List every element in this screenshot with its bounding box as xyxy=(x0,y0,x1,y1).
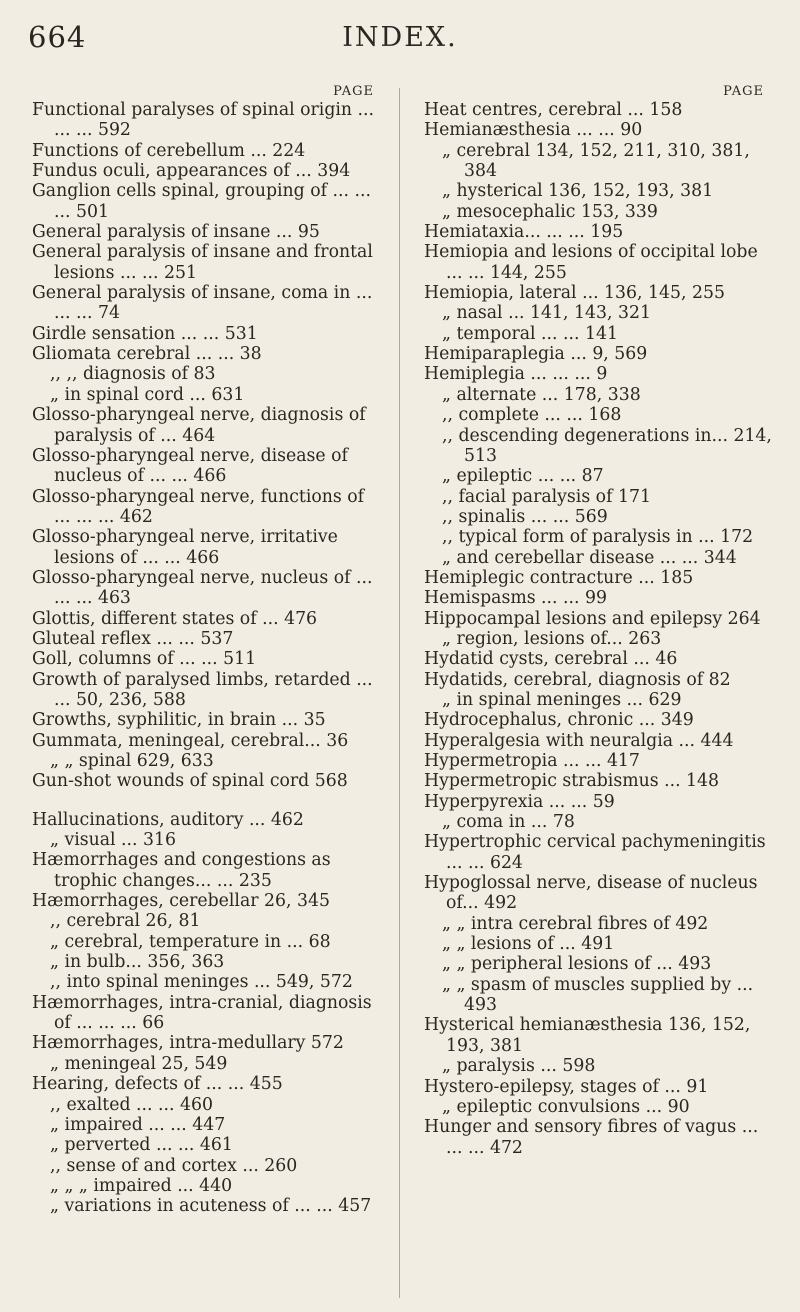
index-subentry: „ epileptic convulsions ... 90 xyxy=(442,1096,690,1117)
index-subentry: „ hysterical 136, 152, 193, 381 xyxy=(442,181,714,202)
index-entry: Glosso-pharyngeal nerve, disease of nucleus of ... ... 466 xyxy=(32,445,348,487)
index-entry: Hæmorrhages, cerebellar 26, 345 xyxy=(32,891,330,912)
index-subentry: „ temporal ... ... 141 xyxy=(442,323,618,344)
index-entry: Hydatids, cerebral, diagnosis of 82 xyxy=(424,669,731,690)
index-entry: Hemiopia and lesions of occipital lobe ... ... 144, 255 xyxy=(424,242,758,283)
index-subentry: ,, typical form of paralysis in ... 172 xyxy=(442,527,754,548)
index-subentry: „ „ peripheral lesions of ... 493 xyxy=(442,954,712,975)
column-page-heading: PAGE xyxy=(723,84,764,99)
index-entry: Hyperpyrexia ... ... 59 xyxy=(424,791,615,812)
index-subentry: „ variations in acuteness of ... ... 457 xyxy=(50,1196,372,1217)
index-entry: Hemiopia, lateral ... 136, 145, 255 xyxy=(424,283,725,304)
index-entry: Hydrocephalus, chronic ... 349 xyxy=(424,710,694,731)
index-subentry: „ visual ... 316 xyxy=(50,830,177,851)
index-entry: Glottis, different states of ... 476 xyxy=(32,608,318,629)
index-subentry: „ cerebral, temperature in ... 68 xyxy=(50,931,331,952)
index-subentry: „ and cerebellar disease ... ... 344 xyxy=(442,547,737,568)
index-entry: Hemiplegia ... ... ... 9 xyxy=(424,364,608,385)
index-entry: Hallucinations, auditory ... 462 xyxy=(32,809,304,830)
page-header xyxy=(0,20,800,60)
index-entries xyxy=(424,100,772,1158)
index-entry: Hearing, defects of ... ... 455 xyxy=(32,1074,283,1095)
page-number: 664 xyxy=(28,20,87,54)
index-entry: General paralysis of insane ... 95 xyxy=(32,222,320,243)
index-entry: Hydatid cysts, cerebral ... 46 xyxy=(424,649,678,670)
index-entry: Hyperalgesia with neuralgia ... 444 xyxy=(424,730,734,751)
index-entry: Hypoglossal nerve, disease of nucleus of... 492 xyxy=(424,873,758,914)
index-entry: Functions of cerebellum ... 224 xyxy=(32,140,306,161)
index-entry: Hypermetropic strabismus ... 148 xyxy=(424,771,720,792)
index-subentry: ,, facial paralysis of 171 xyxy=(442,486,651,507)
column-divider xyxy=(399,88,400,1298)
index-entry: Gluteal reflex ... ... 537 xyxy=(32,628,234,649)
index-column-left xyxy=(32,84,382,1217)
index-entry: Hypermetropia ... ... 417 xyxy=(424,751,640,771)
index-subentry: ,, spinalis ... ... 569 xyxy=(442,506,608,527)
index-entry: Gliomata cerebral ... ... 38 xyxy=(32,344,262,365)
index-entry: Goll, columns of ... ... 511 xyxy=(32,649,257,670)
index-subentry: ,, complete ... ... 168 xyxy=(442,405,622,426)
index-column-right xyxy=(424,84,772,1158)
index-entry: Fundus oculi, appearances of ... 394 xyxy=(32,161,351,182)
index-subentry: ,, exalted ... ... 460 xyxy=(50,1094,213,1115)
index-entries xyxy=(32,100,382,1217)
index-entry: Glosso-pharyngeal nerve, nucleus of ... ... ... 463 xyxy=(32,567,373,609)
index-entry: Hæmorrhages, intra-medullary 572 xyxy=(32,1033,344,1054)
index-entry: Gun-shot wounds of spinal cord 568 xyxy=(32,771,348,792)
index-entry: Functional paralyses of spinal origin ... ... ... 592 xyxy=(32,100,375,141)
index-subentry: ,, sense of and cortex ... 260 xyxy=(50,1155,298,1176)
index-entry: Hysterical hemianæsthesia 136, 152, 193, 381 xyxy=(424,1015,751,1056)
index-entry: Hemianæsthesia ... ... 90 xyxy=(424,120,643,141)
index-subentry: „ epileptic ... ... 87 xyxy=(442,466,604,487)
index-entry: Growth of paralysed limbs, retarded ... ... 50, 236, 588 xyxy=(32,669,373,710)
section-gap xyxy=(32,792,382,810)
index-subentry: „ meningeal 25, 549 xyxy=(50,1053,228,1074)
index-entry: Hemiparaplegia ... 9, 569 xyxy=(424,344,648,365)
index-subentry: „ cerebral 134, 152, 211, 310, 381, 384 xyxy=(442,140,750,182)
index-subentry: „ in bulb... 356, 363 xyxy=(50,952,225,973)
index-subentry: „ mesocephalic 153, 339 xyxy=(442,201,658,222)
index-entry: Girdle sensation ... ... 531 xyxy=(32,323,258,344)
index-subentry: „ „ lesions of ... 491 xyxy=(442,934,615,955)
index-entry: Hystero-epilepsy, stages of ... 91 xyxy=(424,1076,709,1097)
index-subentry: „ „ spinal 629, 633 xyxy=(50,751,214,771)
index-subentry: „ impaired ... ... 447 xyxy=(50,1114,226,1135)
index-entry: Hemiplegic contracture ... 185 xyxy=(424,567,694,588)
index-subentry: „ „ spasm of muscles supplied by ... 493 xyxy=(442,974,754,1016)
index-entry: General paralysis of insane and frontal lesions ... ... 251 xyxy=(32,242,373,283)
running-title: INDEX. xyxy=(342,22,458,53)
index-entry: Gummata, meningeal, cerebral... 36 xyxy=(32,730,349,751)
index-entry: Glosso-pharyngeal nerve, irritative lesions of ... ... 466 xyxy=(32,527,338,568)
index-subentry: ,, descending degenerations in... 214, 513 xyxy=(442,425,772,466)
index-entry: Heat centres, cerebral ... 158 xyxy=(424,100,683,120)
index-subentry: „ „ „ impaired ... 440 xyxy=(50,1175,233,1196)
index-subentry: „ „ intra cerebral fibres of 492 xyxy=(442,913,709,934)
index-entry: Ganglion cells spinal, grouping of ... ... ... 501 xyxy=(32,181,371,222)
index-entry: Hunger and sensory fibres of vagus ... ... ... 472 xyxy=(424,1117,759,1158)
index-entry: Growths, syphilitic, in brain ... 35 xyxy=(32,710,326,731)
index-subentry: ,, into spinal meninges ... 549, 572 xyxy=(50,972,353,993)
index-entry: Hæmorrhages, intra-cranial, diagnosis of ... ... ... 66 xyxy=(32,992,372,1034)
index-subentry: „ region, lesions of... 263 xyxy=(442,628,662,649)
index-entry: Hemispasms ... ... 99 xyxy=(424,588,607,609)
index-subentry: ,, cerebral 26, 81 xyxy=(50,911,201,932)
index-entry: Glosso-pharyngeal nerve, diagnosis of paralysis of ... 464 xyxy=(32,405,366,446)
index-entry: Hæmorrhages and congestions as trophic changes... ... 235 xyxy=(32,850,331,891)
index-subentry: „ nasal ... 141, 143, 321 xyxy=(442,303,651,324)
index-subentry: „ paralysis ... 598 xyxy=(442,1056,596,1077)
index-entry: Hemiataxia... ... ... 195 xyxy=(424,222,624,243)
index-subentry: „ perverted ... ... 461 xyxy=(50,1135,233,1156)
index-entry: General paralysis of insane, coma in ... ... ... 74 xyxy=(32,283,373,324)
index-subentry: „ in spinal meninges ... 629 xyxy=(442,689,682,710)
index-entry: Hypertrophic cervical pachymeningitis ... ... 624 xyxy=(424,832,766,873)
index-subentry: „ in spinal cord ... 631 xyxy=(50,384,245,405)
index-entry: Hippocampal lesions and epilepsy 264 xyxy=(424,608,761,629)
column-page-heading: PAGE xyxy=(333,84,374,99)
index-entry: Glosso-pharyngeal nerve, functions of ... ... ... 462 xyxy=(32,486,365,527)
index-subentry: „ alternate ... 178, 338 xyxy=(442,384,641,405)
index-subentry: ,, ,, diagnosis of 83 xyxy=(50,364,216,385)
index-subentry: „ coma in ... 78 xyxy=(442,812,575,833)
